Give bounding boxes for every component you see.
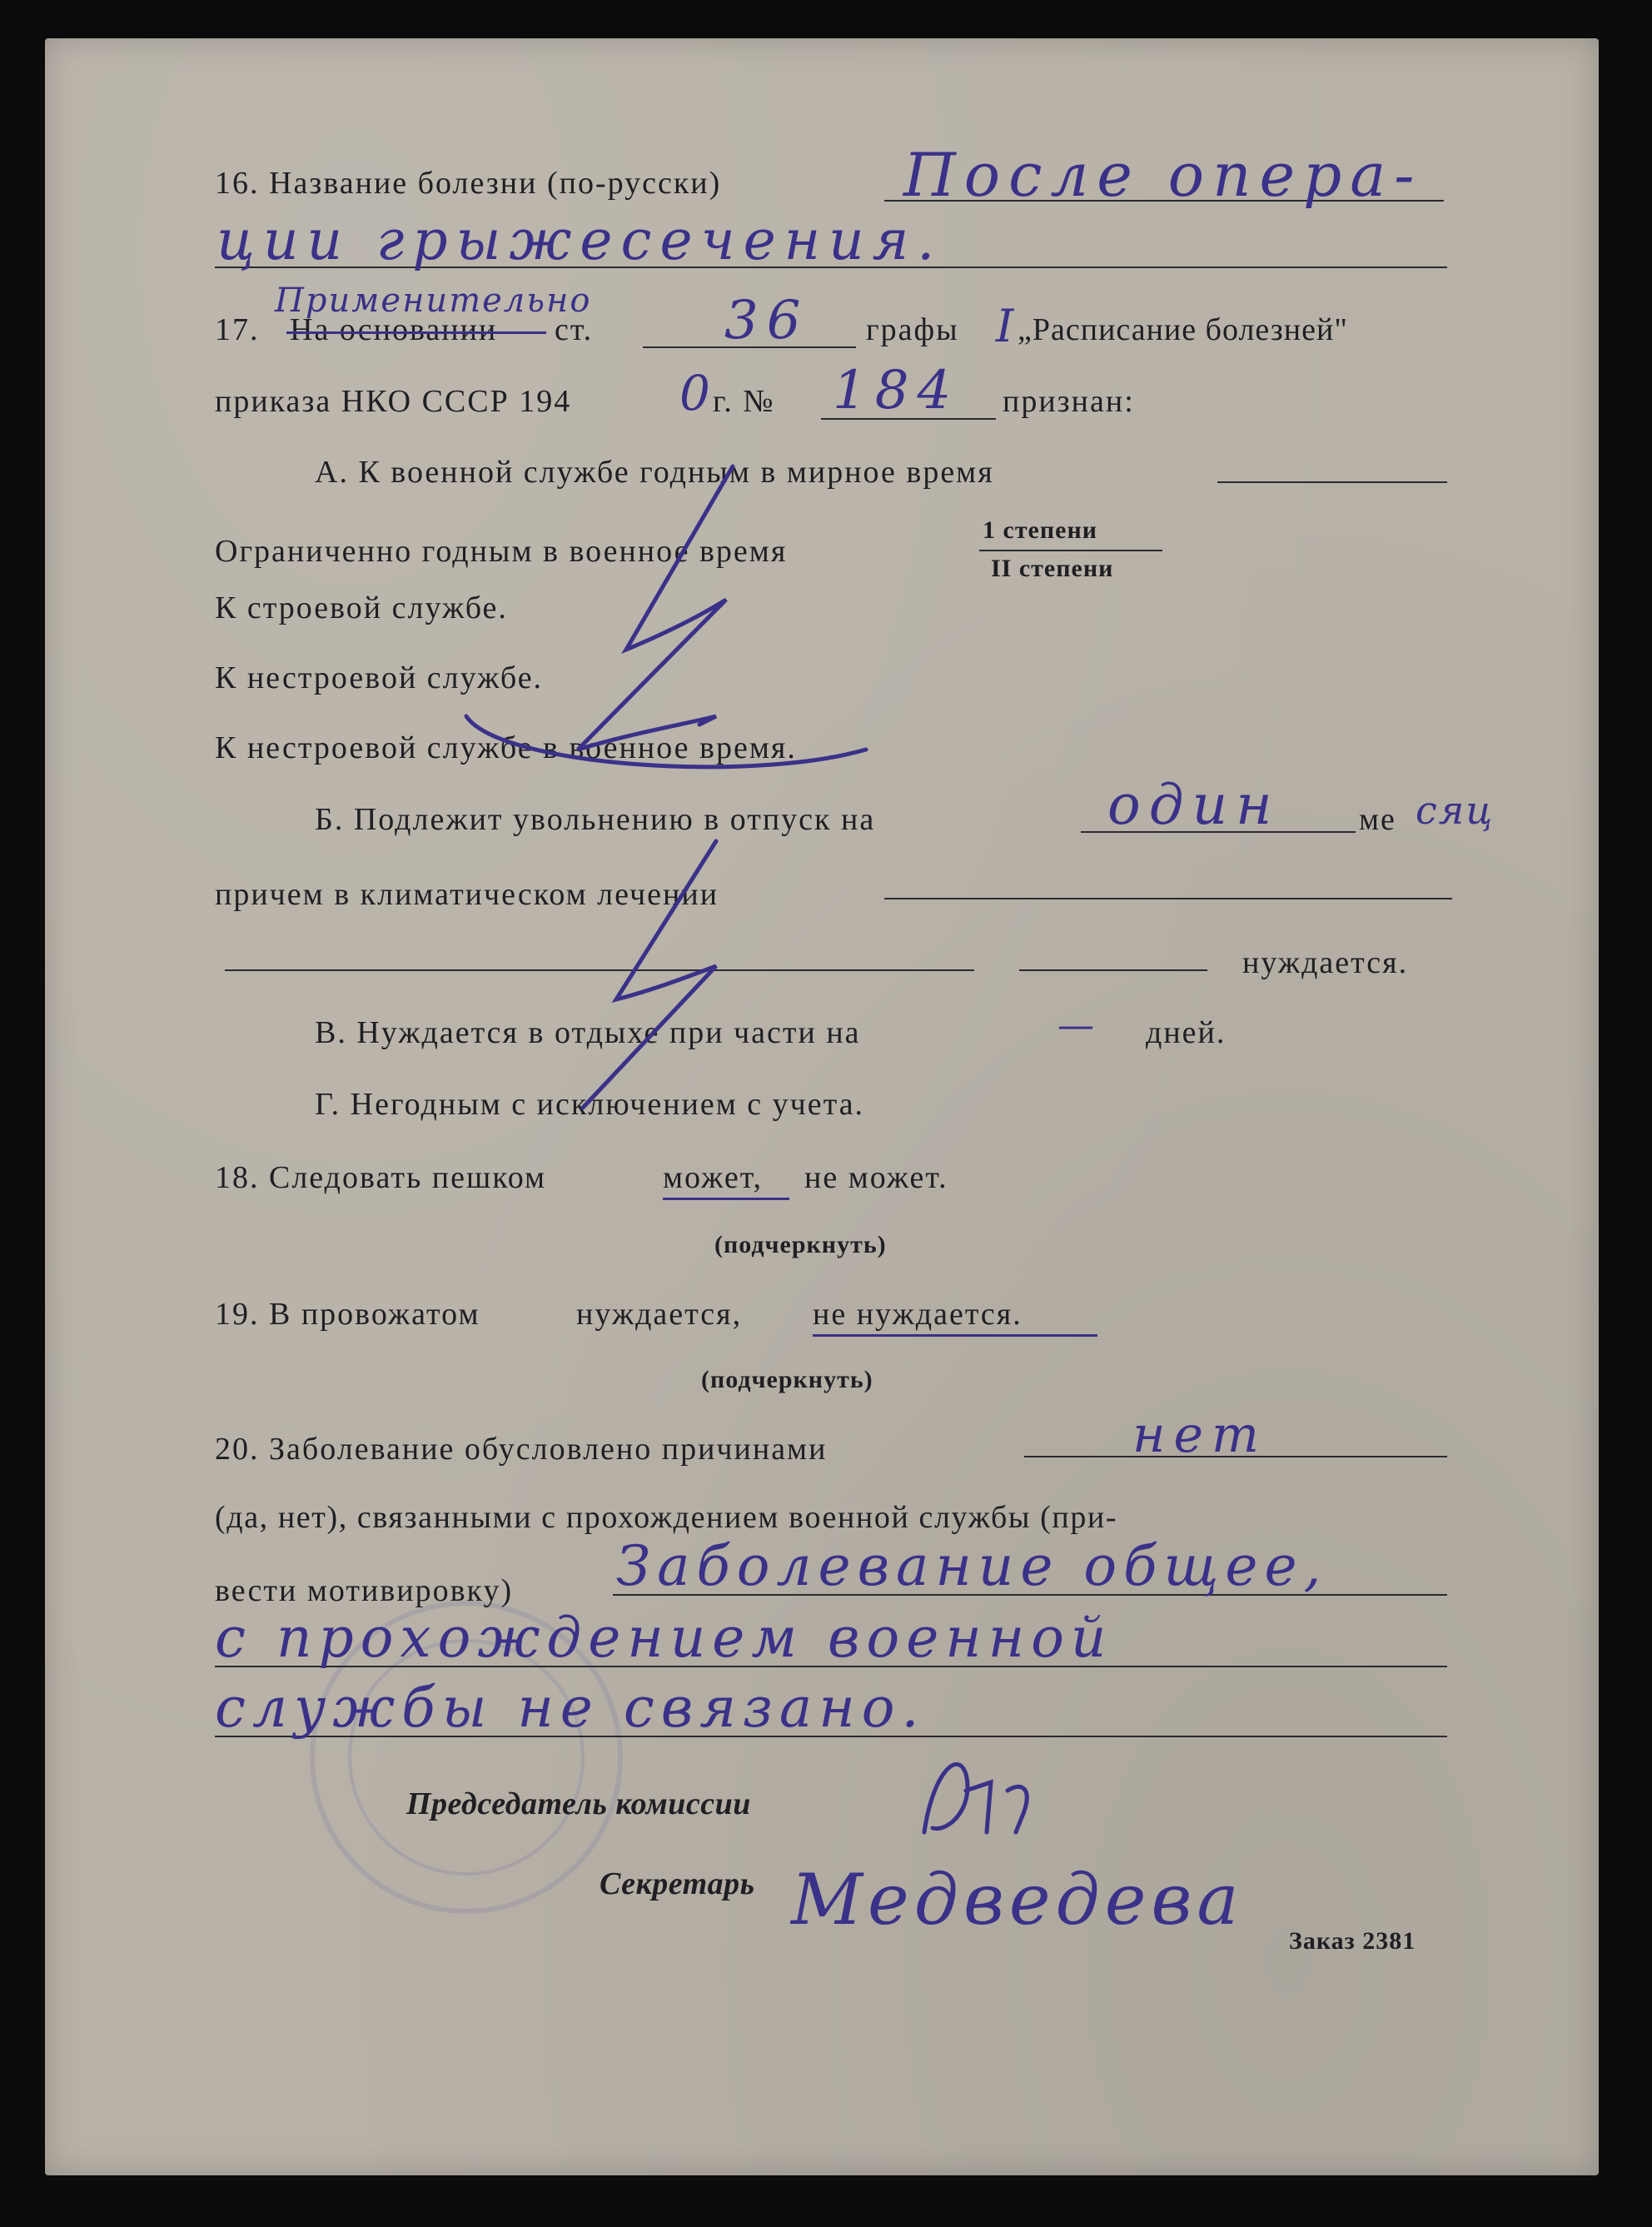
item20-motivation1: Заболевание общее, [616,1534,1328,1598]
item17-article: 36 [724,290,809,351]
sectionB-line2: причем в климатическом лечении [215,877,719,912]
item19-option-yes: нуждается, [576,1297,743,1332]
sectionA-line5: К нестроевой службе в военное время. [215,730,797,765]
item20-line1: 20. Заболевание обусловлено причинами [215,1432,828,1467]
item19-start: 19. В провожатом [215,1297,480,1332]
item17-grafy: графы [866,312,959,347]
item16-label: 16. Название болезни (по-русски) [215,166,722,201]
item20-motivation2: с прохождением военной [215,1606,1113,1670]
sectionB-line3-end: нуждается. [1242,945,1409,980]
sectionV-dash: — [1057,1004,1094,1047]
item18-option-yes: может, [663,1160,763,1195]
sectionB-leave-length: один [1107,773,1281,837]
item17-struck-text: На основании [290,312,498,347]
item16-answer-line2: ции грыжесечения. [216,208,943,272]
item16-answer-line1: После опера- [903,140,1423,210]
item17-schedule-title: „Расписание болезней" [1018,312,1348,347]
order-number: Заказ 2381 [1289,1927,1416,1955]
item18-start: 18. Следовать пешком [215,1160,547,1195]
item19-option-no: не нуждается. [813,1297,1023,1332]
secretary-name: Медведева [791,1859,1244,1941]
sectionA-degree2: II степени [991,555,1114,582]
sectionA-line3: К строевой службе. [215,590,508,625]
sectionB-line1-end: ме [1359,802,1396,837]
sectionA-line2: Ограниченно годным в военное время [215,534,788,569]
item18-hint: (подчеркнуть) [714,1231,887,1258]
sectionA-line1: А. К военной службе годным в мирное время [315,455,994,490]
item17-number: 17. [215,312,260,347]
sectionG-text: Г. Негодным с исключением с учета. [315,1087,865,1122]
item17-order-prefix: приказа НКО СССР 194 [215,384,572,419]
item20-answer: нет [1132,1406,1267,1464]
sectionA-degree1: 1 степени [983,516,1098,544]
item20-line3: вести мотивировку) [215,1573,514,1608]
sectionV-start: В. Нуждается в отдыхе при части на [315,1015,861,1050]
item18-option-no: не может. [804,1160,948,1195]
item17-year-digit: 0 [679,365,710,421]
item17-order-mid: г. № [713,384,775,419]
chairman-label: Председатель комиссии [406,1786,751,1821]
sectionV-end: дней. [1146,1015,1227,1050]
item17-handwritten-basis: Применительно [275,281,592,320]
item20-line2: (да, нет), связанными с прохождением военной службы (при- [215,1500,1118,1535]
item17-column: I [996,300,1014,352]
sectionB-line1-start: Б. Подлежит увольнению в отпуск на [315,802,876,837]
sectionA-line4: К нестроевой службе. [215,660,544,695]
sectionB-line1-hw-end: сяц [1416,788,1495,833]
item17-order-number: 184 [833,360,960,421]
secretary-label: Секретарь [600,1866,755,1901]
item17-recognized: признан: [1003,384,1135,419]
item17-st: ст. [555,312,594,347]
item19-hint: (подчеркнуть) [701,1366,873,1393]
item20-motivation3: службы не связано. [215,1676,926,1740]
